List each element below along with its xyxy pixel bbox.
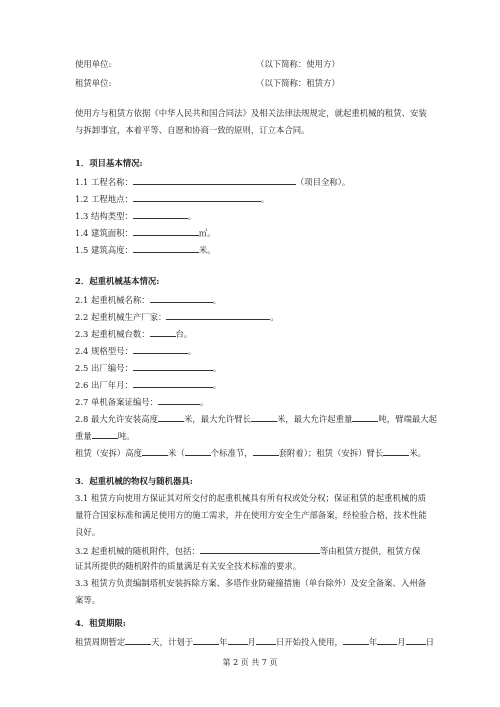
p32-line-2: 证其所提供的随机附件的质量满足有关安全技术标准的要求。 (75, 561, 302, 571)
user-unit-label: 使用单位: (75, 59, 112, 69)
p32-line-1 (75, 544, 420, 557)
item-label: 2.6 出厂年月： (75, 380, 133, 390)
item-2-2 (75, 310, 279, 323)
blank-days[interactable] (125, 635, 151, 645)
text-segment: 租赁（安拆）高度 (75, 448, 142, 458)
item-label: 1.1 工程名称： (75, 177, 133, 187)
text-segment: 年 (219, 637, 228, 647)
text-segment: 米，最大允许臂长 (183, 414, 251, 424)
item-1-5 (75, 243, 216, 256)
blank-project-location[interactable] (133, 192, 261, 202)
blank-tip-load[interactable] (92, 429, 118, 439)
item-1-1 (75, 175, 350, 188)
section-3-title: 3．起重机械的物权与随机器具: (75, 476, 193, 486)
item-label: 2.5 出厂编号： (75, 363, 133, 373)
item-2-8-cont (75, 429, 135, 442)
blank-end-month[interactable] (377, 635, 397, 645)
item-suffix: 台。 (175, 329, 193, 339)
item-1-2 (75, 192, 269, 205)
page-number: 第 2 页 共 7 页 (222, 658, 278, 667)
blank-lease-height[interactable] (142, 446, 168, 456)
text-segment: 吨。 (117, 431, 135, 441)
item-1-3 (75, 209, 196, 222)
text-segment: 天，计划于 (151, 637, 194, 647)
text-segment: 租赁周期暂定 (75, 637, 126, 647)
item-label: 2.4 规格型号： (75, 346, 133, 356)
blank-max-height[interactable] (158, 412, 184, 422)
item-suffix: （项目全称）。 (295, 177, 351, 187)
user-unit-note: （以下简称：使用方） (256, 59, 340, 69)
blank-manufacturer[interactable] (166, 310, 270, 320)
blank-max-load[interactable] (352, 412, 378, 422)
blank-start-day[interactable] (256, 635, 276, 645)
item-2-5 (75, 361, 221, 374)
user-unit-line (75, 59, 111, 70)
blank-crane-count[interactable] (150, 327, 176, 337)
blank-building-height[interactable] (133, 243, 199, 253)
text-segment: 米（ (168, 448, 185, 458)
item-suffix: 。 (199, 397, 209, 407)
blank-structure-type[interactable] (133, 209, 188, 219)
blank-accessories[interactable] (200, 544, 320, 554)
item-1-4 (75, 226, 216, 239)
item-suffix: 。 (212, 295, 221, 305)
item-suffix: 。 (187, 346, 197, 356)
blank-start-month[interactable] (228, 635, 248, 645)
blank-start-year[interactable] (193, 635, 219, 645)
item-suffix: 。 (212, 380, 222, 390)
blank-lease-boom[interactable] (383, 446, 409, 456)
item-label: 2.7 单机备案证编号： (75, 397, 158, 407)
item-2-1 (75, 293, 221, 306)
section-4-title: 4．租赁期限: (75, 618, 126, 628)
item-suffix: 米。 (198, 245, 216, 255)
section-1-title: 1．项目基本情况: (75, 158, 143, 168)
item-suffix: 。 (212, 363, 222, 373)
lease-period-line (75, 635, 434, 648)
item-2-8 (75, 412, 437, 425)
text-segment: 等由租赁方提供，租赁方保 (319, 546, 421, 556)
blank-registration-number[interactable] (158, 395, 200, 405)
lease-height-line (75, 446, 426, 459)
item-suffix: 。 (260, 194, 270, 204)
item-label: 1.5 建筑高度： (75, 245, 133, 255)
text-segment: 个标准节， (210, 448, 253, 458)
lessor-unit-line (75, 78, 111, 89)
blank-end-day[interactable] (406, 635, 426, 645)
intro-line-1: 使用方与租赁方依据《中华人民共和国合同法》及相关法律法规规定，就起重机械的租赁、安装 (75, 108, 427, 118)
item-suffix: 。 (270, 312, 279, 322)
blank-end-year[interactable] (343, 635, 369, 645)
text-segment: 吨，臂端最大起 (378, 414, 437, 424)
item-suffix: ㎡。 (198, 228, 216, 238)
text-segment: 月 (397, 637, 406, 647)
p31-line-2: 量符合国家标准和满足使用方的施工需求，并在使用方安全生产部备案，经检验合格，技术性能 (75, 510, 427, 520)
section-2-title: 2．起重机械基本情况: (75, 276, 160, 286)
blank-serial-number[interactable] (133, 361, 213, 371)
p33-line-1: 3.3 租赁方负责编制塔机安装拆除方案、多塔作业防碰撞措施（单台除外）及安全备案、入州备 (75, 578, 426, 588)
item-label: 1.4 建筑面积： (75, 228, 133, 238)
text-segment: 年 (368, 637, 378, 647)
item-label: 1.2 工程地点： (75, 194, 133, 204)
text-segment: 日开始投入使用， (275, 637, 343, 647)
item-label: 2.3 起重机械台数： (75, 329, 150, 339)
blank-building-area[interactable] (133, 226, 199, 236)
blank-max-boom[interactable] (251, 412, 277, 422)
lessor-unit-label: 租赁单位: (75, 78, 112, 88)
text-segment: 3.2 起重机械的随机附件，包括： (75, 546, 200, 556)
p31-line-3: 良好。 (75, 527, 101, 537)
text-segment: 日 (425, 637, 434, 647)
blank-manufacture-date[interactable] (133, 378, 213, 388)
blank-attachments[interactable] (253, 446, 279, 456)
p31-line-1: 3.1 租赁方向使用方保证其对所交付的起重机械具有所有权或处分权；保证租赁的起重机械的质 (75, 493, 426, 503)
item-2-3 (75, 327, 192, 340)
text-segment: 米。 (409, 448, 427, 458)
item-label: 2.2 起重机械生产厂家： (75, 312, 167, 322)
text-segment: 2.8 最大允许安装高度 (75, 414, 158, 424)
p33-line-2: 案等。 (75, 595, 101, 605)
item-2-7 (75, 395, 208, 408)
blank-project-name[interactable] (133, 175, 296, 185)
item-2-4 (75, 344, 196, 357)
blank-standard-sections[interactable] (185, 446, 211, 456)
intro-line-2: 与拆卸事宜，本着平等、自愿和协商一致的原则，订立本合同。 (75, 125, 310, 135)
item-2-6 (75, 378, 221, 391)
blank-model[interactable] (133, 344, 188, 354)
item-label: 2.1 起重机械名称： (75, 295, 150, 305)
item-label: 1.3 结构类型： (75, 211, 133, 221)
lessor-unit-note: （以下简称：租赁方） (256, 78, 340, 88)
blank-crane-name[interactable] (150, 293, 213, 303)
text-segment: 重量 (75, 431, 92, 441)
text-segment: 米，最大允许起重量 (276, 414, 353, 424)
text-segment: 套附着）；租赁（安拆）臂长 (278, 448, 384, 458)
text-segment: 月 (247, 637, 256, 647)
item-suffix: 。 (187, 211, 197, 221)
